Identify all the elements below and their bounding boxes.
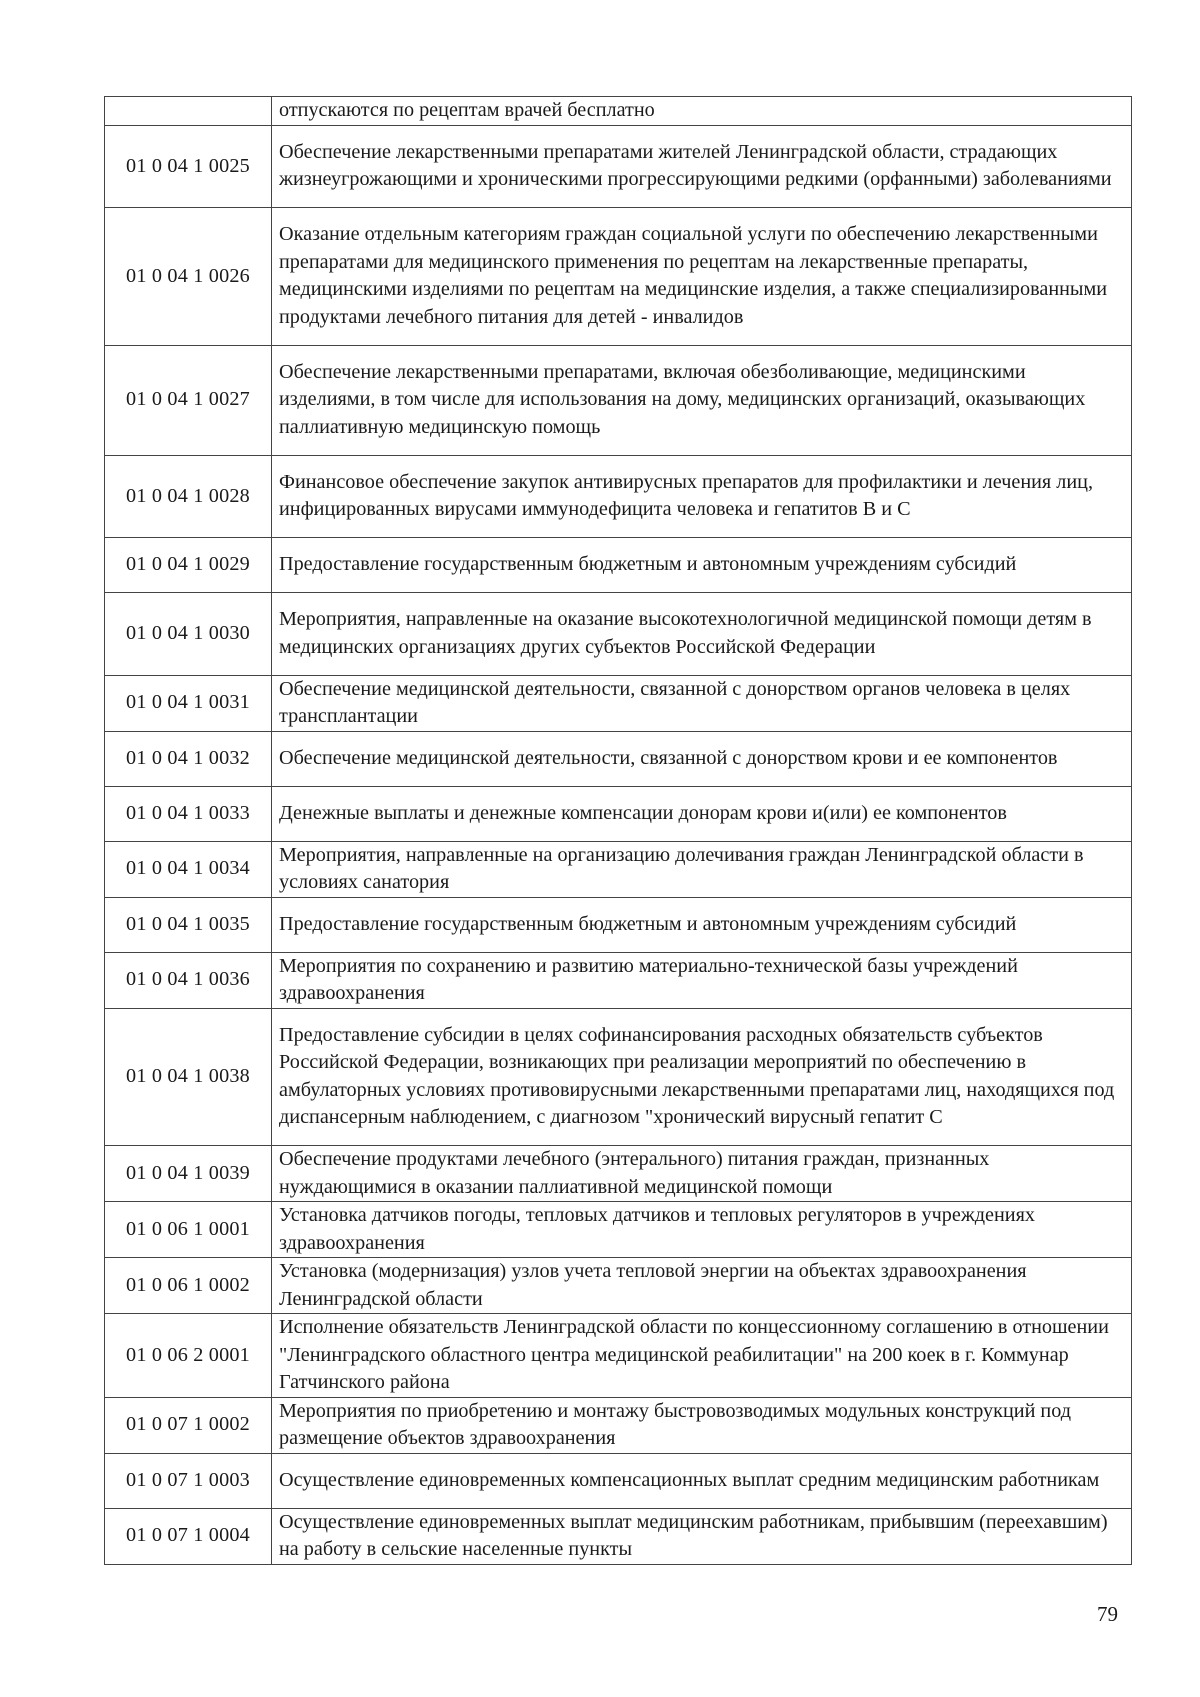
budget-code-cell: 01 0 04 1 0032: [105, 731, 272, 786]
budget-code-cell: 01 0 06 2 0001: [105, 1314, 272, 1398]
budget-code-cell: 01 0 04 1 0026: [105, 208, 272, 346]
table-row: [105, 345, 1132, 455]
description-cell: Установка датчиков погоды, тепловых датчиков и тепловых регуляторов в учреждениях здравоохранения: [272, 1202, 1132, 1258]
table-row: [105, 1397, 1132, 1453]
description-cell: Осуществление единовременных компенсационных выплат средним медицинским работникам: [272, 1453, 1132, 1508]
table-row: [105, 841, 1132, 897]
budget-code-cell: 01 0 04 1 0038: [105, 1008, 272, 1146]
description-cell: Предоставление государственным бюджетным и автономным учреждениям субсидий: [272, 897, 1132, 952]
description-cell: Исполнение обязательств Ленинградской области по концессионному соглашению в отношении "Ленинградского областного центра медицинской реабилитации" на 200 коек в г. Коммунар Гатчинского района: [272, 1314, 1132, 1398]
description-cell: Предоставление государственным бюджетным и автономным учреждениям субсидий: [272, 538, 1132, 593]
table-row: [105, 1508, 1132, 1564]
description-cell: Финансовое обеспечение закупок антивирусных препаратов для профилактики и лечения лиц, инфицированных вирусами иммунодефицита человека и гепатитов В и С: [272, 455, 1132, 538]
table-row: [105, 897, 1132, 952]
table-row: [105, 675, 1132, 731]
description-cell: Мероприятия по приобретению и монтажу быстровозводимых модульных конструкций под размещение объектов здравоохранения: [272, 1397, 1132, 1453]
description-cell: Оказание отдельным категориям граждан социальной услуги по обеспечению лекарственными препаратами для медицинского применения по рецептам на лекарственные препараты, медицинскими изделиями по рецептам на медицинские изделия, а также специализированными продуктами лечебного питания для детей - инвалидов: [272, 208, 1132, 346]
table-row: [105, 593, 1132, 676]
budget-code-cell: 01 0 04 1 0028: [105, 455, 272, 538]
budget-code-cell: [105, 97, 272, 126]
table-row: [105, 731, 1132, 786]
table-row: [105, 952, 1132, 1008]
budget-code-cell: 01 0 07 1 0004: [105, 1508, 272, 1564]
budget-code-cell: 01 0 04 1 0031: [105, 675, 272, 731]
description-cell: Мероприятия по сохранению и развитию материально-технической базы учреждений здравоохранения: [272, 952, 1132, 1008]
description-cell: Установка (модернизация) узлов учета тепловой энергии на объектах здравоохранения Ленинградской области: [272, 1258, 1132, 1314]
table-row: [105, 97, 1132, 126]
table-row: [105, 455, 1132, 538]
table-row: [105, 208, 1132, 346]
budget-code-cell: 01 0 06 1 0002: [105, 1258, 272, 1314]
description-cell: Обеспечение продуктами лечебного (энтерального) питания граждан, признанных нуждающимися в оказании паллиативной медицинской помощи: [272, 1146, 1132, 1202]
table-row: [105, 786, 1132, 841]
description-cell: Обеспечение медицинской деятельности, связанной с донорством органов человека в целях трансплантации: [272, 675, 1132, 731]
table-body: [105, 97, 1132, 1565]
budget-code-cell: 01 0 04 1 0027: [105, 345, 272, 455]
description-cell: Обеспечение лекарственными препаратами, включая обезболивающие, медицинскими изделиями, в том числе для использования на дому, медицинских организаций, оказывающих паллиативную медицинскую помощь: [272, 345, 1132, 455]
table-row: [105, 1146, 1132, 1202]
budget-code-cell: 01 0 04 1 0036: [105, 952, 272, 1008]
table-row: [105, 1202, 1132, 1258]
table-row: [105, 1453, 1132, 1508]
description-cell: Обеспечение медицинской деятельности, связанной с донорством крови и ее компонентов: [272, 731, 1132, 786]
description-cell: отпускаются по рецептам врачей бесплатно: [272, 97, 1132, 126]
budget-code-cell: 01 0 07 1 0003: [105, 1453, 272, 1508]
budget-code-cell: 01 0 04 1 0035: [105, 897, 272, 952]
budget-code-cell: 01 0 04 1 0025: [105, 125, 272, 208]
table-row: [105, 538, 1132, 593]
budget-code-cell: 01 0 04 1 0034: [105, 841, 272, 897]
description-cell: Мероприятия, направленные на оказание высокотехнологичной медицинской помощи детям в медицинских организациях других субъектов Российской Федерации: [272, 593, 1132, 676]
table-row: [105, 1258, 1132, 1314]
budget-code-cell: 01 0 04 1 0030: [105, 593, 272, 676]
description-cell: Обеспечение лекарственными препаратами жителей Ленинградской области, страдающих жизнеугрожающими и хроническими прогрессирующими редкими (орфанными) заболеваниями: [272, 125, 1132, 208]
budget-code-cell: 01 0 06 1 0001: [105, 1202, 272, 1258]
table-row: [105, 125, 1132, 208]
table-row: [105, 1314, 1132, 1398]
budget-codes-table: [104, 96, 1132, 1565]
description-cell: Осуществление единовременных выплат медицинским работникам, прибывшим (переехавшим) на работу в сельские населенные пункты: [272, 1508, 1132, 1564]
table-row: [105, 1008, 1132, 1146]
description-cell: Денежные выплаты и денежные компенсации донорам крови и(или) ее компонентов: [272, 786, 1132, 841]
budget-code-cell: 01 0 07 1 0002: [105, 1397, 272, 1453]
page-number: 79: [1097, 1602, 1118, 1626]
description-cell: Мероприятия, направленные на организацию долечивания граждан Ленинградской области в условиях санатория: [272, 841, 1132, 897]
description-cell: Предоставление субсидии в целях софинансирования расходных обязательств субъектов Российской Федерации, возникающих при реализации мероприятий по обеспечению в амбулаторных условиях противовирусными лекарственными препаратами лиц, находящихся под диспансерным наблюдением, с диагнозом "хронический вирусный гепатит С: [272, 1008, 1132, 1146]
budget-code-cell: 01 0 04 1 0039: [105, 1146, 272, 1202]
budget-code-cell: 01 0 04 1 0033: [105, 786, 272, 841]
budget-code-cell: 01 0 04 1 0029: [105, 538, 272, 593]
